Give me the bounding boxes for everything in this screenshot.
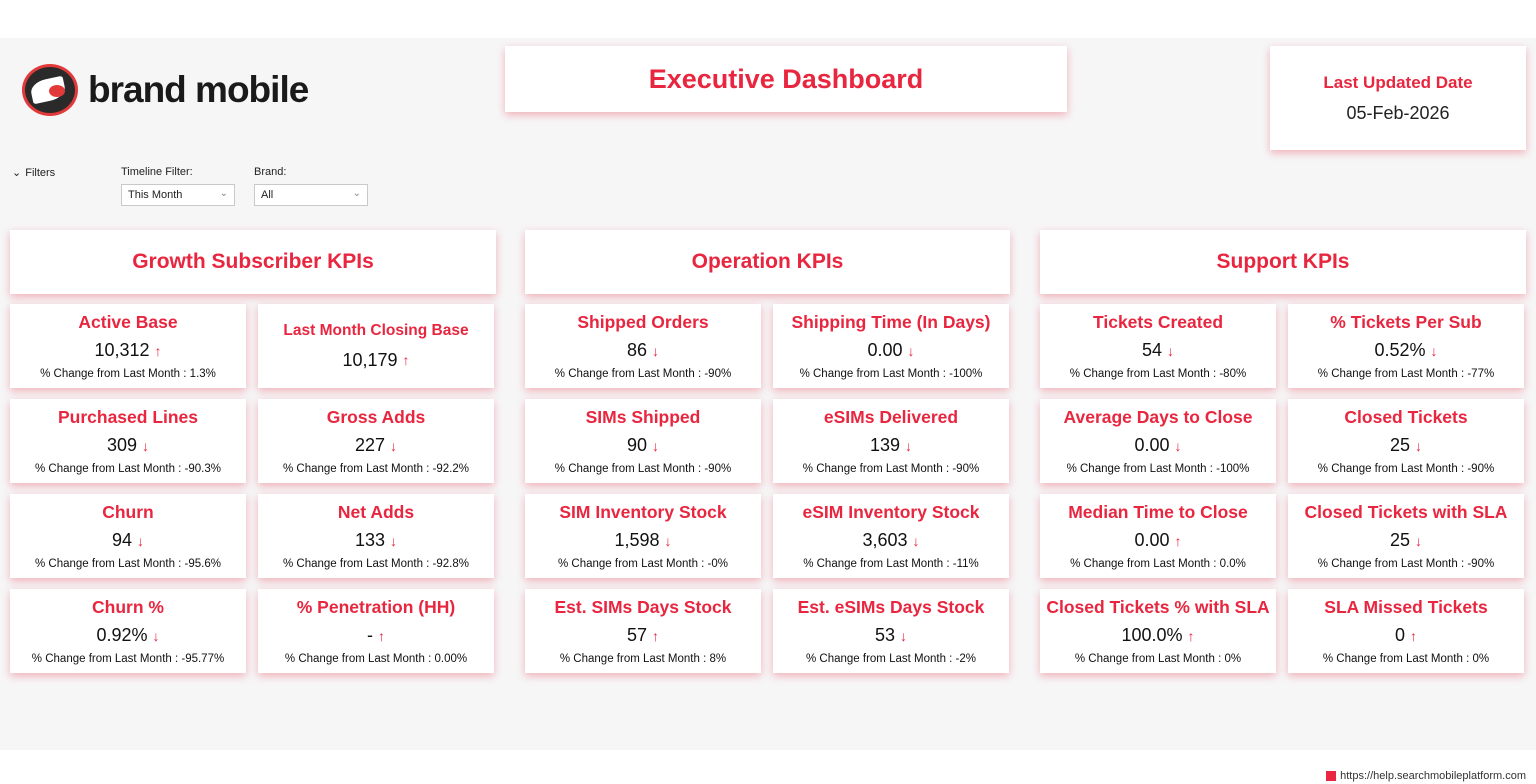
kpi-card xyxy=(1288,494,1524,578)
kpi-title: Net Adds xyxy=(337,502,415,522)
arrow-down-icon: ↓ xyxy=(390,532,398,549)
kpi-title: % Penetration (HH) xyxy=(296,597,456,617)
arrow-down-icon: ↓ xyxy=(664,532,672,549)
kpi-value-row xyxy=(862,530,919,551)
kpi-change: % Change from Last Month : 0.00% xyxy=(284,653,468,665)
kpi-value: - xyxy=(367,625,373,645)
kpi-card xyxy=(773,304,1009,388)
kpi-value-row xyxy=(1134,435,1181,456)
kpi-title: Churn xyxy=(102,502,154,522)
kpi-title: Active Base xyxy=(78,312,178,332)
arrow-up-icon: ↑ xyxy=(154,342,162,359)
kpi-title: Gross Adds xyxy=(326,407,426,427)
kpi-value-row xyxy=(96,625,159,646)
kpi-card xyxy=(1288,304,1524,388)
kpi-title: % Tickets Per Sub xyxy=(1330,312,1482,332)
kpi-value-row xyxy=(112,530,144,551)
kpi-card xyxy=(1040,304,1276,388)
kpi-card xyxy=(10,399,246,483)
kpi-value-row xyxy=(1395,625,1417,646)
section-header-operation xyxy=(525,230,1010,294)
kpi-title: Est. eSIMs Days Stock xyxy=(797,597,985,617)
kpi-value-row xyxy=(627,340,659,361)
kpi-value: 10,312 xyxy=(94,340,150,360)
kpi-change: % Change from Last Month : 1.3% xyxy=(40,368,216,380)
arrow-down-icon: ↓ xyxy=(1415,532,1423,549)
timeline-filter-label: Timeline Filter: xyxy=(121,166,193,178)
brand-filter xyxy=(254,166,368,206)
kpi-value: 10,179 xyxy=(342,349,398,370)
kpi-change: % Change from Last Month : -100% xyxy=(799,368,983,380)
kpi-value: 0.00 xyxy=(867,340,903,360)
kpi-value-row xyxy=(1142,340,1174,361)
footer-url-text: https://help.searchmobileplatform.com xyxy=(1340,770,1526,782)
section-title-support: Support KPIs xyxy=(1216,250,1350,273)
arrow-down-icon: ↓ xyxy=(142,437,150,454)
timeline-filter-select[interactable] xyxy=(121,184,235,206)
kpi-value: 0.92% xyxy=(96,625,148,645)
timeline-filter-value: This Month xyxy=(128,189,183,201)
kpi-value: 25 xyxy=(1389,530,1411,550)
kpi-change: % Change from Last Month : -95.6% xyxy=(34,558,221,570)
kpi-value-row xyxy=(1121,625,1194,646)
kpi-title: Shipped Orders xyxy=(577,312,709,332)
kpi-title: Est. SIMs Days Stock xyxy=(554,597,732,617)
last-updated-label: Last Updated Date xyxy=(1323,72,1473,92)
kpi-change: % Change from Last Month : -90% xyxy=(1317,463,1495,475)
section-header-support xyxy=(1040,230,1526,294)
arrow-down-icon: ↓ xyxy=(1174,437,1182,454)
kpi-value-row xyxy=(107,435,149,456)
kpi-change: % Change from Last Month : -80% xyxy=(1069,368,1247,380)
kpi-value-row xyxy=(614,530,671,551)
kpi-value: 25 xyxy=(1389,435,1411,455)
footer-link[interactable] xyxy=(1326,770,1526,782)
arrow-up-icon: ↑ xyxy=(652,627,660,644)
kpi-value: 57 xyxy=(626,625,648,645)
section-title-operation: Operation KPIs xyxy=(691,250,844,273)
kpi-value: 90 xyxy=(626,435,648,455)
kpi-title: SIMs Shipped xyxy=(585,407,701,427)
kpi-value: 0 xyxy=(1394,625,1405,645)
kpi-change: % Change from Last Month : -2% xyxy=(805,653,977,665)
kpi-value-row xyxy=(627,435,659,456)
kpi-change: % Change from Last Month : -77% xyxy=(1317,368,1495,380)
arrow-down-icon: ↓ xyxy=(137,532,145,549)
kpi-card xyxy=(1288,589,1524,673)
kpi-value-row xyxy=(875,625,907,646)
kpi-value: 54 xyxy=(1141,340,1163,360)
section-title-growth: Growth Subscriber KPIs xyxy=(132,250,374,273)
link-icon xyxy=(1326,771,1336,781)
kpi-value: 3,603 xyxy=(862,530,908,550)
kpi-title: eSIM Inventory Stock xyxy=(802,502,980,522)
kpi-change: % Change from Last Month : 0% xyxy=(1074,653,1242,665)
arrow-down-icon: ↓ xyxy=(912,532,920,549)
kpi-change: % Change from Last Month : 0.0% xyxy=(1070,558,1246,570)
kpi-value-row xyxy=(1134,530,1181,551)
kpi-card xyxy=(10,494,246,578)
kpi-change: % Change from Last Month : -100% xyxy=(1066,463,1250,475)
kpi-value-row xyxy=(1390,530,1422,551)
kpi-card xyxy=(773,399,1009,483)
kpi-card xyxy=(1040,494,1276,578)
arrow-down-icon: ↓ xyxy=(1430,342,1438,359)
kpi-card xyxy=(1040,399,1276,483)
brand-filter-select[interactable] xyxy=(254,184,368,206)
kpi-change: % Change from Last Month : 0% xyxy=(1322,653,1490,665)
kpi-card xyxy=(258,304,494,388)
last-updated-box xyxy=(1270,46,1526,150)
kpi-card xyxy=(10,589,246,673)
kpi-card xyxy=(525,399,761,483)
kpi-value: 139 xyxy=(869,435,901,455)
arrow-up-icon: ↑ xyxy=(402,352,410,368)
kpi-title: SIM Inventory Stock xyxy=(559,502,727,522)
kpi-title: Tickets Created xyxy=(1092,312,1224,332)
kpi-card xyxy=(258,399,494,483)
section-header-growth xyxy=(10,230,496,294)
kpi-card xyxy=(1288,399,1524,483)
arrow-down-icon: ↓ xyxy=(1415,437,1423,454)
kpi-card xyxy=(258,589,494,673)
kpi-change: % Change from Last Month : -90.3% xyxy=(34,463,221,475)
arrow-down-icon: ↓ xyxy=(152,627,160,644)
kpi-value: 227 xyxy=(354,435,386,455)
kpi-value: 86 xyxy=(626,340,648,360)
kpi-value: 94 xyxy=(111,530,133,550)
kpi-value: 1,598 xyxy=(614,530,660,550)
kpi-card xyxy=(258,494,494,578)
kpi-card xyxy=(773,494,1009,578)
filters-toggle-label: Filters xyxy=(25,166,56,179)
arrow-down-icon: ↓ xyxy=(1167,342,1175,359)
kpi-change: % Change from Last Month : -92.2% xyxy=(282,463,469,475)
kpi-title: Average Days to Close xyxy=(1063,407,1253,427)
last-updated-value: 05-Feb-2026 xyxy=(1346,102,1450,123)
kpi-value: 0.00 xyxy=(1134,530,1170,550)
kpi-value-row xyxy=(1374,340,1437,361)
kpi-value-row xyxy=(367,625,385,646)
kpi-title: Closed Tickets % with SLA xyxy=(1046,597,1270,617)
kpi-card xyxy=(773,589,1009,673)
chevron-down-icon: ⌄ xyxy=(219,188,228,199)
kpi-change: % Change from Last Month : -90% xyxy=(802,463,980,475)
kpi-card xyxy=(525,304,761,388)
timeline-filter xyxy=(121,166,235,206)
kpi-value: 309 xyxy=(106,435,138,455)
kpi-change: % Change from Last Month : -0% xyxy=(557,558,729,570)
kpi-value-row xyxy=(342,350,409,371)
kpi-card xyxy=(525,494,761,578)
kpi-title: SLA Missed Tickets xyxy=(1324,597,1488,617)
kpi-value-row xyxy=(355,530,397,551)
kpi-change: % Change from Last Month : -90% xyxy=(554,463,732,475)
kpi-title: Shipping Time (In Days) xyxy=(791,312,991,332)
kpi-value-row xyxy=(1390,435,1422,456)
kpi-value: 0.52% xyxy=(1374,340,1426,360)
kpi-title: Churn % xyxy=(92,597,164,617)
kpi-value-row xyxy=(627,625,659,646)
kpi-card xyxy=(525,589,761,673)
arrow-down-icon: ↓ xyxy=(905,437,913,454)
brand-filter-label: Brand: xyxy=(254,166,287,178)
kpi-value: 0.00 xyxy=(1134,435,1170,455)
arrow-down-icon: ↓ xyxy=(900,627,908,644)
brand-logo-icon xyxy=(22,64,78,116)
kpi-title: Median Time to Close xyxy=(1068,502,1248,522)
kpi-title: Closed Tickets with SLA xyxy=(1304,502,1508,522)
brand-logo xyxy=(22,64,308,116)
kpi-change: % Change from Last Month : -90% xyxy=(1317,558,1495,570)
filters-toggle[interactable] xyxy=(12,166,55,179)
arrow-up-icon: ↑ xyxy=(1187,627,1195,644)
kpi-change: % Change from Last Month : 8% xyxy=(559,653,727,665)
kpi-title: Last Month Closing Base xyxy=(283,321,469,339)
brand-name: brand mobile xyxy=(88,69,309,110)
dashboard-title-box xyxy=(505,46,1067,112)
arrow-down-icon: ↓ xyxy=(390,437,398,454)
kpi-title: Purchased Lines xyxy=(57,407,199,427)
arrow-up-icon: ↑ xyxy=(1174,532,1182,549)
kpi-title: eSIMs Delivered xyxy=(823,407,959,427)
kpi-value-row xyxy=(355,435,397,456)
kpi-change: % Change from Last Month : -92.8% xyxy=(282,558,469,570)
arrow-down-icon: ↓ xyxy=(652,342,660,359)
arrow-down-icon: ↓ xyxy=(907,342,915,359)
kpi-value-row xyxy=(94,340,161,361)
kpi-title: Closed Tickets xyxy=(1344,407,1468,427)
brand-filter-value: All xyxy=(261,189,274,201)
kpi-change: % Change from Last Month : -11% xyxy=(803,558,979,570)
page-title: Executive Dashboard xyxy=(648,63,924,94)
kpi-card xyxy=(1040,589,1276,673)
arrow-down-icon: ↓ xyxy=(652,437,660,454)
kpi-change: % Change from Last Month : -90% xyxy=(554,368,732,380)
kpi-change: % Change from Last Month : -95.77% xyxy=(31,653,225,665)
kpi-value: 100.0% xyxy=(1121,625,1183,645)
kpi-value-row xyxy=(870,435,912,456)
chevron-down-icon: ⌄ xyxy=(12,167,22,179)
chevron-down-icon: ⌄ xyxy=(352,188,361,199)
arrow-up-icon: ↑ xyxy=(378,627,385,644)
kpi-value-row xyxy=(867,340,914,361)
kpi-card xyxy=(10,304,246,388)
arrow-up-icon: ↑ xyxy=(1410,627,1417,644)
kpi-value: 53 xyxy=(874,625,896,645)
kpi-value: 133 xyxy=(354,530,386,550)
